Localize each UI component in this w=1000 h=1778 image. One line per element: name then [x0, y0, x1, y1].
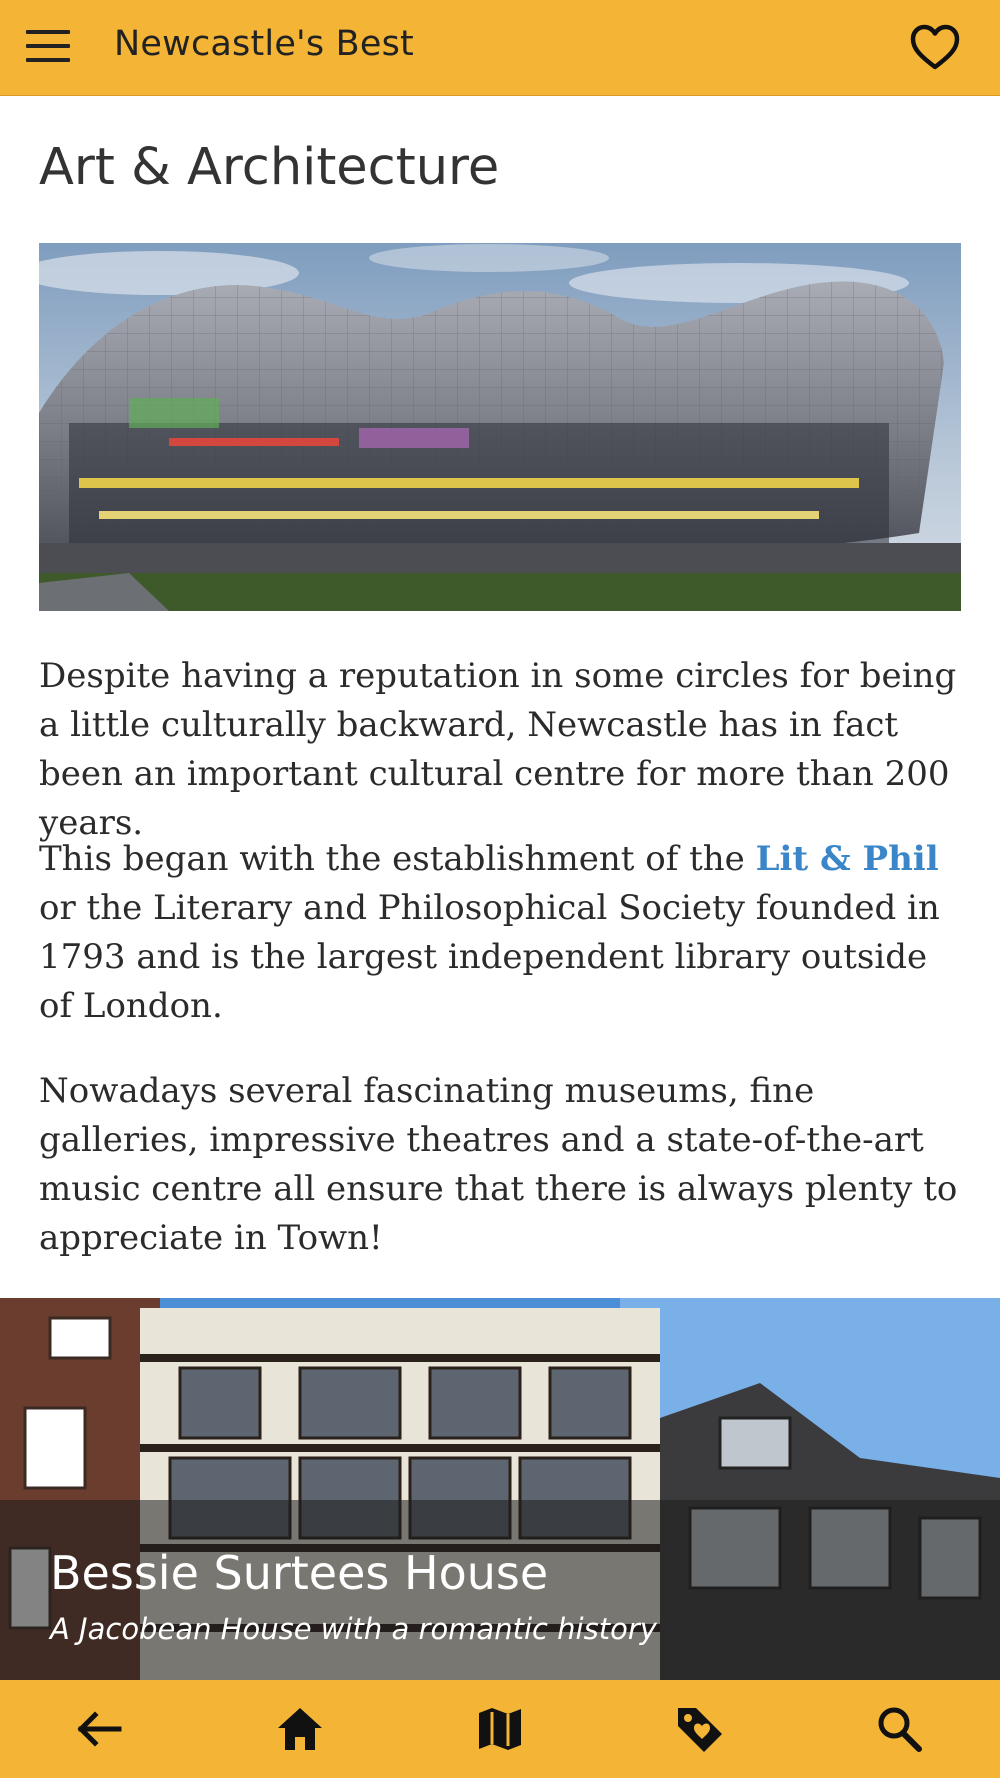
feature-card-bessie-surtees[interactable] — [0, 1298, 1000, 1680]
history-text-end: or the Literary and Philosophical Society founded in 1793 and is the largest independent library outside of London. — [39, 888, 940, 1026]
map-icon[interactable] — [474, 1704, 526, 1754]
lit-and-phil-link[interactable]: Lit & Phil — [755, 839, 939, 879]
nowadays-paragraph: Nowadays several fascinating museums, fine galleries, impressive theatres and a state-of-the-art music centre all ensure that there is always plenty to appreciate in Town! — [39, 1071, 958, 1258]
feature-title: Bessie Surtees House — [50, 1546, 549, 1600]
heart-icon[interactable] — [910, 24, 960, 72]
bottom-nav-bar — [0, 1680, 1000, 1778]
page-title: Art & Architecture — [39, 138, 500, 197]
app-title: Newcastle's Best — [114, 24, 414, 64]
tag-icon[interactable] — [674, 1704, 726, 1754]
menu-icon[interactable] — [26, 30, 70, 64]
hero-image — [39, 243, 961, 611]
history-paragraph — [39, 835, 969, 1031]
intro-paragraph: Despite having a reputation in some circles for being a little culturally backward, Newcastle has in fact been an important cultural centre for more than 200 years. — [39, 656, 957, 843]
top-app-bar — [0, 0, 1000, 96]
feature-subtitle: A Jacobean House with a romantic history — [50, 1612, 657, 1646]
search-icon[interactable] — [874, 1704, 926, 1754]
home-icon[interactable] — [274, 1704, 326, 1754]
arrow-left-icon[interactable] — [73, 1704, 125, 1754]
history-text-start: This began with the establishment of the — [39, 839, 756, 879]
